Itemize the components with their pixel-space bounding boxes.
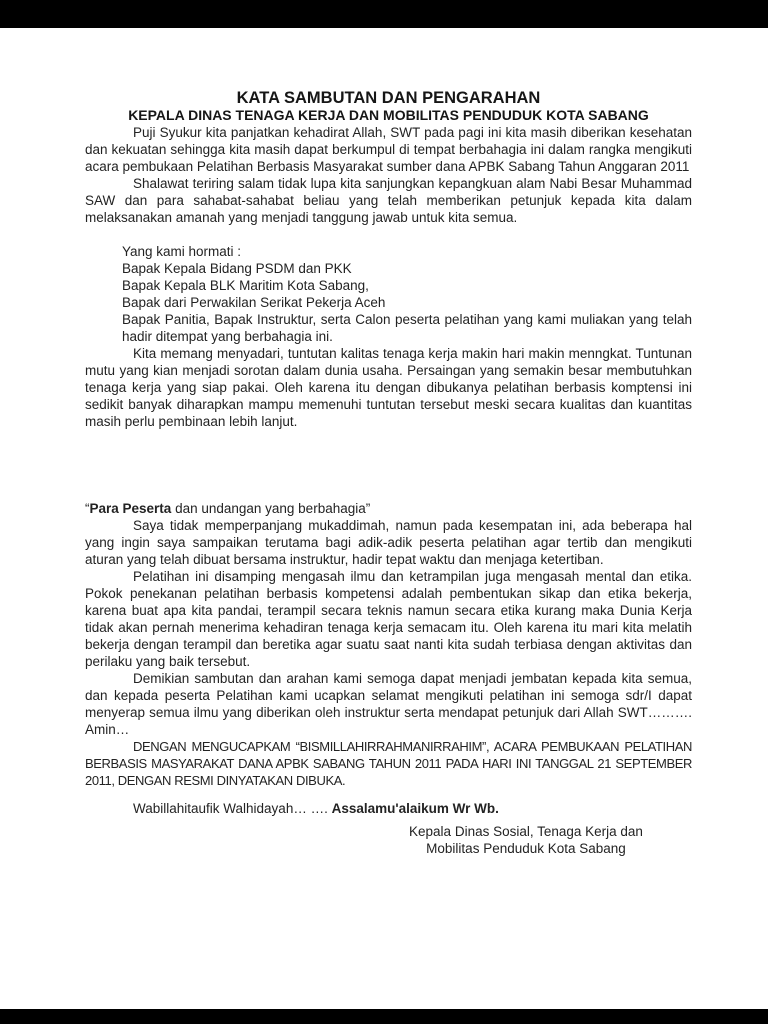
honored-guest-item: Bapak Panitia, Bapak Instruktur, serta Calon peserta pelatihan yang kami muliakan yang telah hadir ditempat yang berbahagia ini. bbox=[122, 312, 692, 344]
paragraph-kualitas-tenaga-kerja: Kita memang menyadari, tuntutan kalitas tenaga kerja makin hari makin menngkat. Tuntunan mutu yang kian menjadi sorotan dalam dunia usaha. Persaingan yang semakin besar membutuhkan tenaga kerja yang siap pakai. Oleh karena itu dengan dibukanya pelatihan berbasis komptensi ini sedikit banyak diharapkan mampu memenuhi tuntutan tersebut meski secara kualitas dan kuantitas masih perlu pembinaan lebih lanjut. bbox=[85, 346, 692, 429]
letterbox-top-bar bbox=[0, 0, 768, 28]
paragraph-penutup: Demikian sambutan dan arahan kami semoga dapat menjadi jembatan kepada kita semua, dan kepada peserta Pelatihan kami ucapkan selamat mengikuti pelatihan ini semoga sdr/I dapat menyerap semua ilmu yang diberikan oleh instruktur serta mendapat petunjuk dari Allah SWT………. Amin… bbox=[85, 671, 692, 737]
signature-line2: Mobilitas Penduduk Kota Sabang bbox=[426, 841, 626, 856]
closing-salutation-bold: Assalamu'alaikum Wr Wb. bbox=[331, 801, 499, 816]
document-title: KATA SAMBUTAN DAN PENGARAHAN bbox=[236, 89, 541, 107]
proclamation-paragraph: DENGAN MENGUCAPKAM “BISMILLAHIRRAHMANIRRAHIM”, ACARA PEMBUKAAN PELATIHAN BERBASIS MASYARAKAT DANA APBK SABANG TAHUN 2011 PADA HARI INI TANGGAL 21 SEPTEMBER 2011, DENGAN RESMI DINYATAKAN DIBUKA. bbox=[85, 739, 692, 788]
honored-guest-item: Bapak Kepala BLK Maritim Kota Sabang, bbox=[122, 278, 369, 293]
audience-greeting bbox=[85, 500, 692, 517]
closing-salutation bbox=[133, 800, 692, 817]
audience-greeting-bold: Para Peserta bbox=[89, 501, 172, 516]
document-subtitle: KEPALA DINAS TENAGA KERJA DAN MOBILITAS PENDUDUK KOTA SABANG bbox=[128, 107, 649, 123]
honored-guest-item: Bapak dari Perwakilan Serikat Pekerja Aceh bbox=[122, 295, 386, 310]
document-page bbox=[0, 28, 768, 1009]
signature-block bbox=[390, 823, 662, 857]
audience-greeting-close-quote: ” bbox=[365, 501, 371, 516]
signature-line1: Kepala Dinas Sosial, Tenaga Kerja dan bbox=[409, 824, 643, 839]
paragraph-pelatihan-etika: Pelatihan ini disamping mengasah ilmu dan ketrampilan juga mengasah mental dan etika. Pokok penekanan pelatihan berbasis kompetensi adalah pembentukan sikap dan etika bekerja, karena buat apa kita pandai, terampil secara teknis namun secara etika kurang maka Dunia Kerja tidak akan pernah menerima kehadiran tenaga kerja semacam itu. Oleh karena itu mari kita melatih bekerja dengan terampil dan beretika agar suatu saat nanti kita sudah terbiasa dengan aktivitas dan perilaku yang baik tersebut. bbox=[85, 569, 692, 669]
honored-guests-list bbox=[122, 243, 692, 345]
paragraph-shalawat: Shalawat teriring salam tidak lupa kita sanjungkan kepangkuan alam Nabi Besar Muhammad SAW dan para sahabat-sahabat beliau yang telah memberikan petunjuk kepada kita dalam melaksanakan amanah yang menjadi tanggung jawab untuk kita semua. bbox=[85, 176, 692, 225]
honored-guests-header: Yang kami hormati : bbox=[122, 244, 242, 259]
paragraph-mukaddimah: Saya tidak memperpanjang mukaddimah, namun pada kesempatan ini, ada beberapa hal yang ingin saya sampaikan terutama bagi adik-adik peserta pelatihan agar tertib dan mengikuti aturan yang telah dibuat bersama instruktur, hadir tepat waktu dan menjaga ketertiban. bbox=[85, 518, 692, 567]
audience-greeting-open-quote: “ bbox=[85, 501, 90, 516]
paragraph-puji-syukur: Puji Syukur kita panjatkan kehadirat Allah, SWT pada pagi ini kita masih diberikan kesehatan dan kekuatan sehingga kita masih dapat berkumpul di tempat berbahagia ini dalam rangka mengikuti acara pembukaan Pelatihan Berbasis Masyarakat sumber dana APBK Sabang Tahun Anggaran 2011 bbox=[85, 125, 692, 174]
audience-greeting-rest: dan undangan yang berbahagia bbox=[171, 501, 366, 516]
honored-guest-item: Bapak Kepala Bidang PSDM dan PKK bbox=[122, 261, 352, 276]
letterbox-bottom-bar bbox=[0, 1009, 768, 1024]
closing-salutation-regular: Wabillahitaufik Walhidayah… …. bbox=[133, 801, 332, 816]
